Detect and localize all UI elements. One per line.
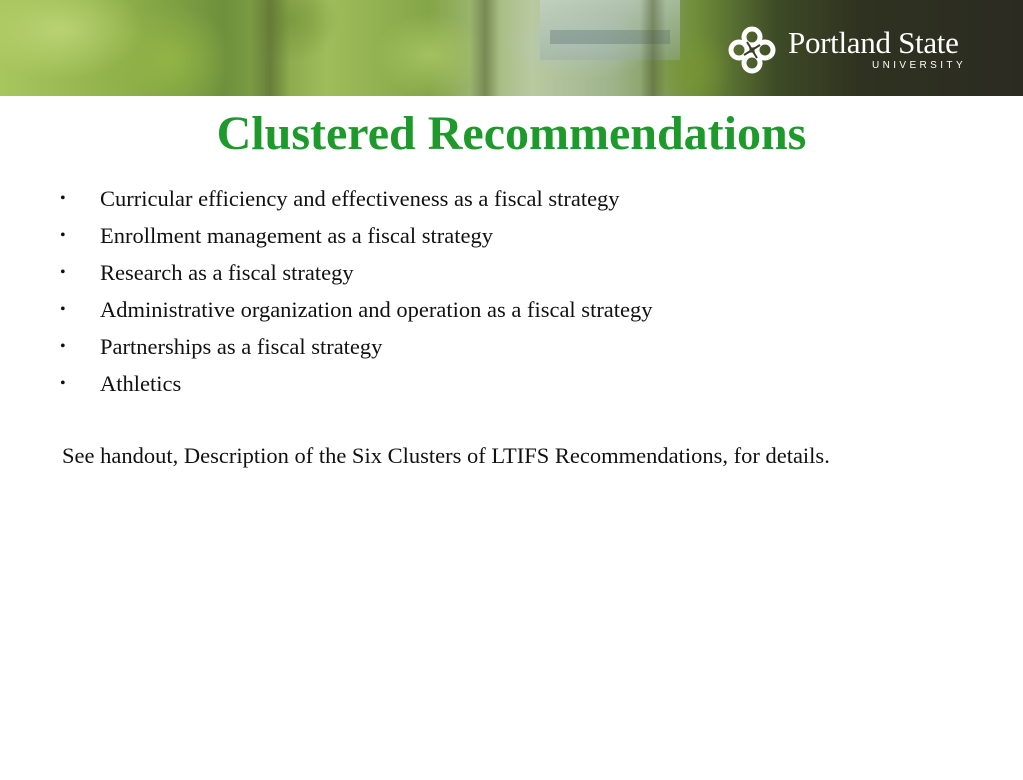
logo-subtitle: UNIVERSITY [872,60,967,71]
tree-trunk-decoration [640,0,666,96]
bullet-dot: • [60,264,66,281]
bullet-list [60,180,980,402]
psu-knot-logo-icon [726,24,778,76]
handout-note: See handout, Description of the Six Clusters of LTIFS Recommendations, for details. [62,443,830,468]
bullet-dot: • [60,301,66,318]
bullet-item [60,217,980,254]
bullet-item [60,328,980,365]
header-banner-photo [0,0,1023,96]
bullet-text: Administrative organization and operation as a fiscal strategy [100,297,653,322]
slide-title: Clustered Recommendations [216,107,807,160]
tree-trunk-decoration [250,0,290,96]
bullet-dot: • [60,338,66,355]
portland-state-logo [726,22,996,78]
bullet-item [60,291,980,328]
bullet-item [60,254,980,291]
logo-wordmark: Portland State [788,25,959,60]
bullet-text: Curricular efficiency and effectiveness as a fiscal strategy [100,186,620,211]
bullet-text: Athletics [100,371,182,396]
bullet-dot: • [60,375,66,392]
bullet-text: Enrollment management as a fiscal strategy [100,223,493,248]
bullet-dot: • [60,227,66,244]
bullet-text: Research as a fiscal strategy [100,260,354,285]
bullet-text: Partnerships as a fiscal strategy [100,334,383,359]
bullet-dot: • [60,190,66,207]
tree-trunk-decoration [470,0,500,96]
bullet-item [60,365,980,402]
bullet-item [60,180,980,217]
